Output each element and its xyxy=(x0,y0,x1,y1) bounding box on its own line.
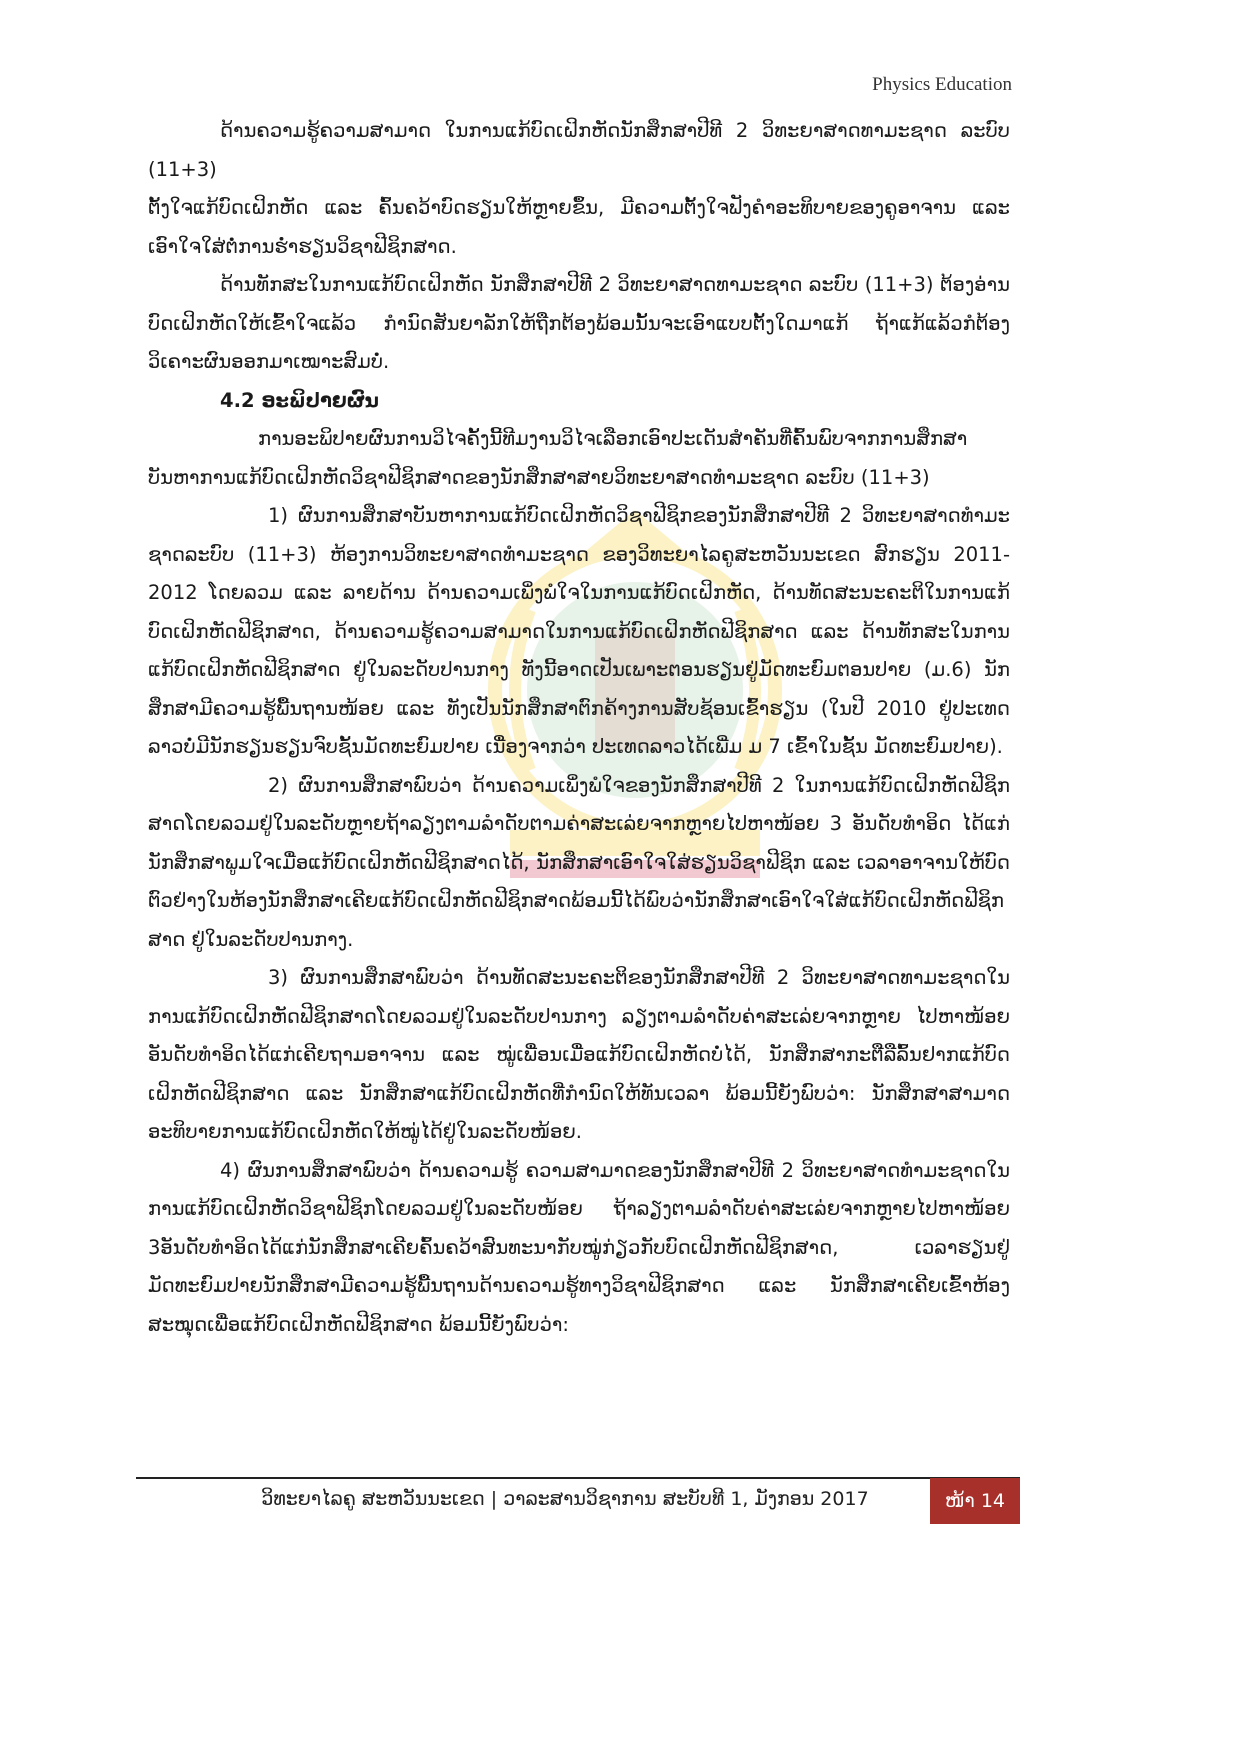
footer-journal-info: ວິທະຍາໄລຄູ ສະຫວັນນະເຂດ | ວາລະສານວິຊາການ ສະບັບທີ 1, ມັງກອນ 2017 xyxy=(261,1488,869,1510)
paragraph: ດ້ານຄວາມຮູ້ຄວາມສາມາດ ໃນການແກ້ບົດເຝິກຫັດນັກສຶກສາປີທີ 2 ວິທະຍາສາດທາມະຊາດ ລະບົບ (11+3) xyxy=(148,119,1010,181)
finding-item: 3) ຜົນການສຶກສາພົບວ່າ ດ້ານທັດສະນະຄະຕິຂອງນັກສຶກສາປີທີ 2 ວິທະຍາສາດທາມະຊາດໃນການແກ້ບົດເຝິກຫັດຟີຊິກສາດໂດຍລວມຢູ່ໃນລະດັບປານກາງ ລຽງຕາມລໍາດັບຄ່າສະເລ່ຍຈາກຫຼາຍ ໄປຫາໜ້ອຍອັນດັບທໍາອິດໄດ້ແກ່ເຄີຍຖາມອາຈານ ແລະ ໝູ່ເພື່ອນເມື່ອແກ້ບົດເຝິກຫັດບໍ່ໄດ້, ນັກສຶກສາກະຕືລືລົ້ນຢາກແກ້ບົດເຝິກຫັດຟີຊິກສາດ ແລະ ນັກສຶກສາແກ້ບົດເຝິກຫັດທີ່ກໍານົດໃຫ້ທັນເວລາ ພ້ອມນີ້ຍັງພົບວ່າ: ນັກສຶກສາສາມາດອະທິບາຍການແກ້ບົດເຝິກຫັດໃຫ້ໝູ່ໄດ້ຢູ່ໃນລະດັບໜ້ອຍ. xyxy=(148,966,1010,1143)
paragraph: ຕັ້ງໃຈແກ້ບົດເຝິກຫັດ ແລະ ຄົ້ນຄວ້າບົດຮຽນໃຫ້ຫຼາຍຂຶ້ນ, ມີຄວາມຕັ້ງໃຈຟັງຄໍາອະທິບາຍຂອງຄູອາຈານ ແລະເອົາໃຈໃສ່ຕໍ່ການຮໍ່າຮຽນວິຊາຟີຊິກສາດ. xyxy=(148,196,1010,258)
finding-item: 2) ຜົນການສຶກສາພົບວ່າ ດ້ານຄວາມເພິ່ງພໍໃຈຂອງນັກສຶກສາປີທີ 2 ໃນການແກ້ບົດເຝິກຫັດຟີຊິກສາດໂດຍລວມຢູ່ໃນລະດັບຫຼາຍຖ້າລຽງຕາມລໍາດັບຕາມຄ່າສະເລ່ຍຈາກຫຼາຍໄປຫາໜ້ອຍ 3 ອັນດັບທໍາອິດ ໄດ້ແກ່ນັກສຶກສາພູມໃຈເມື່ອແກ້ບົດເຝິກຫັດຟີຊິກສາດໄດ້, ນັກສຶກສາເອົາໃຈໃສ່ຮຽນວິຊາຟີຊິກ ແລະ ເວລາອາຈານໃຫ້ບົດຕົວຢ່າງໃນຫ້ອງນັກສຶກສາເຄີຍແກ້ບົດເຝິກຫັດຟີຊິກສາດພ້ອມນີ້ໄດ້ພົບວ່ານັກສຶກສາເອົາໃຈໃສ່ແກ້ບົດເຝິກຫັດຟີຊິກສາດ ຢູ່ໃນລະດັບປານກາງ. xyxy=(148,773,1010,951)
section-heading: 4.2 ອະພິປາຍຜົນ xyxy=(220,388,379,412)
section-intro: ການອະພິປາຍຜົນການວິໄຈຄັ້ງນີ້ທີມງານວິໄຈເລືອກເອົາປະເດັນສໍາຄັນທີ່ຄົ້ນພົບຈາກການສຶກສາບັນຫາການແກ້ບົດເຝິກຫັດວິຊາຟີຊິກສາດຂອງນັກສຶກສາສາຍວິທະຍາສາດທໍາມະຊາດ ລະບົບ (11+3) xyxy=(148,427,968,489)
paragraph: ດ້ານທັກສະໃນການແກ້ບົດເຝິກຫັດ ນັກສຶກສາປີທີ 2 ວິທະຍາສາດທາມະຊາດ ລະບົບ (11+3) ຕ້ອງອ່ານບົດເຝິກຫັດໃຫ້ເຂົ້າໃຈແລ້ວ ກໍານົດສັນຍາລັກໃຫ້ຖືກຕ້ອງພ້ອມນັ້ນຈະເອົາແບບຕັ້ງໃດມາແກ້ ຖ້າແກ້ແລ້ວກໍຕ້ອງວິເຄາະຜົນອອກມາເໝາະສົມບໍ່. xyxy=(148,273,1010,373)
page-number-badge: ໜ້າ 14 xyxy=(930,1478,1020,1524)
document-body xyxy=(148,112,1010,1344)
finding-item: 1) ຜົນການສຶກສາບັນຫາການແກ້ບົດເຝິກຫັດວິຊາຟີຊິກຂອງນັກສຶກສາປີທີ 2 ວິທະຍາສາດທໍາມະຊາດລະບົບ (11+3) ຫ້ອງການວິທະຍາສາດທໍາມະຊາດ ຂອງວິທະຍາໄລຄູສະຫວັນນະເຂດ ສົກຮຽນ 2011-2012 ໂດຍລວມ ແລະ ລາຍດ້ານ ດ້ານຄວາມເພິ່ງພໍໃຈໃນການແກ້ບົດເຝິກຫັດ, ດ້ານທັດສະນະຄະຕິໃນການແກ້ບົດເຝິກຫັດຟີຊິກສາດ, ດ້ານຄວາມຮູ້ຄວາມສາມາດໃນການແກ້ບົດເຝິກຫັດຟີຊິກສາດ ແລະ ດ້ານທັກສະໃນການແກ້ບົດເຝິກຫັດຟີຊິກສາດ ຢູ່ໃນລະດັບປານກາງ ທັງນີ້ອາດເປັນເພາະຕອນຮຽນຢູ່ມັດທະຍົມຕອນປາຍ (ມ.6) ນັກສຶກສາມີຄວາມຮູ້ພື້ນຖານໜ້ອຍ ແລະ ທັງເປັນນັກສຶກສາຕົກຄ້າງການສັບຊ້ອນເຂົ້າຮຽນ (ໃນປີ 2010 ຢູ່ປະເທດລາວບໍ່ມີນັກຮຽນຮຽນຈົບຊັ້ນມັດທະຍົມປາຍ ເນື່ອງຈາກວ່າ ປະເທດລາວໄດ້ເພີ່ມ ມ 7 ເຂົ້າໃນຊັ້ນ ມັດທະຍົມປາຍ). xyxy=(148,504,1010,758)
page-header-label: Physics Education xyxy=(872,74,1012,95)
footer-divider xyxy=(136,1477,1020,1479)
finding-item: 4) ຜົນການສຶກສາພົບວ່າ ດ້ານຄວາມຮູ້ ຄວາມສາມາດຂອງນັກສຶກສາປີທີ 2 ວິທະຍາສາດທໍາມະຊາດໃນການແກ້ບົດເຝິກຫັດວິຊາຟີຊິກໂດຍລວມຢູ່ໃນລະດັບໜ້ອຍ ຖ້າລຽງຕາມລໍາດັບຄ່າສະເລ່ຍຈາກຫຼາຍໄປຫາໜ້ອຍ 3ອັນດັບທໍາອິດໄດ້ແກ່ນັກສຶກສາເຄີຍຄົ້ນຄວ້າສົນທະນາກັບໝູ່ກ່ຽວກັບບົດເຝິກຫັດຟີຊິກສາດ, ເວລາຮຽນຢູ່ມັດທະຍົມປາຍນັກສຶກສາມີຄວາມຮູ້ພື້ນຖານດ້ານຄວາມຮູ້ທາງວິຊາຟີຊິກສາດ ແລະ ນັກສຶກສາເຄີຍເຂົ້າຫ້ອງສະໝຸດເພື່ອແກ້ບົດເຝິກຫັດຟີຊິກສາດ ພ້ອມນີ້ຍັງພົບວ່າ: xyxy=(148,1158,1010,1336)
